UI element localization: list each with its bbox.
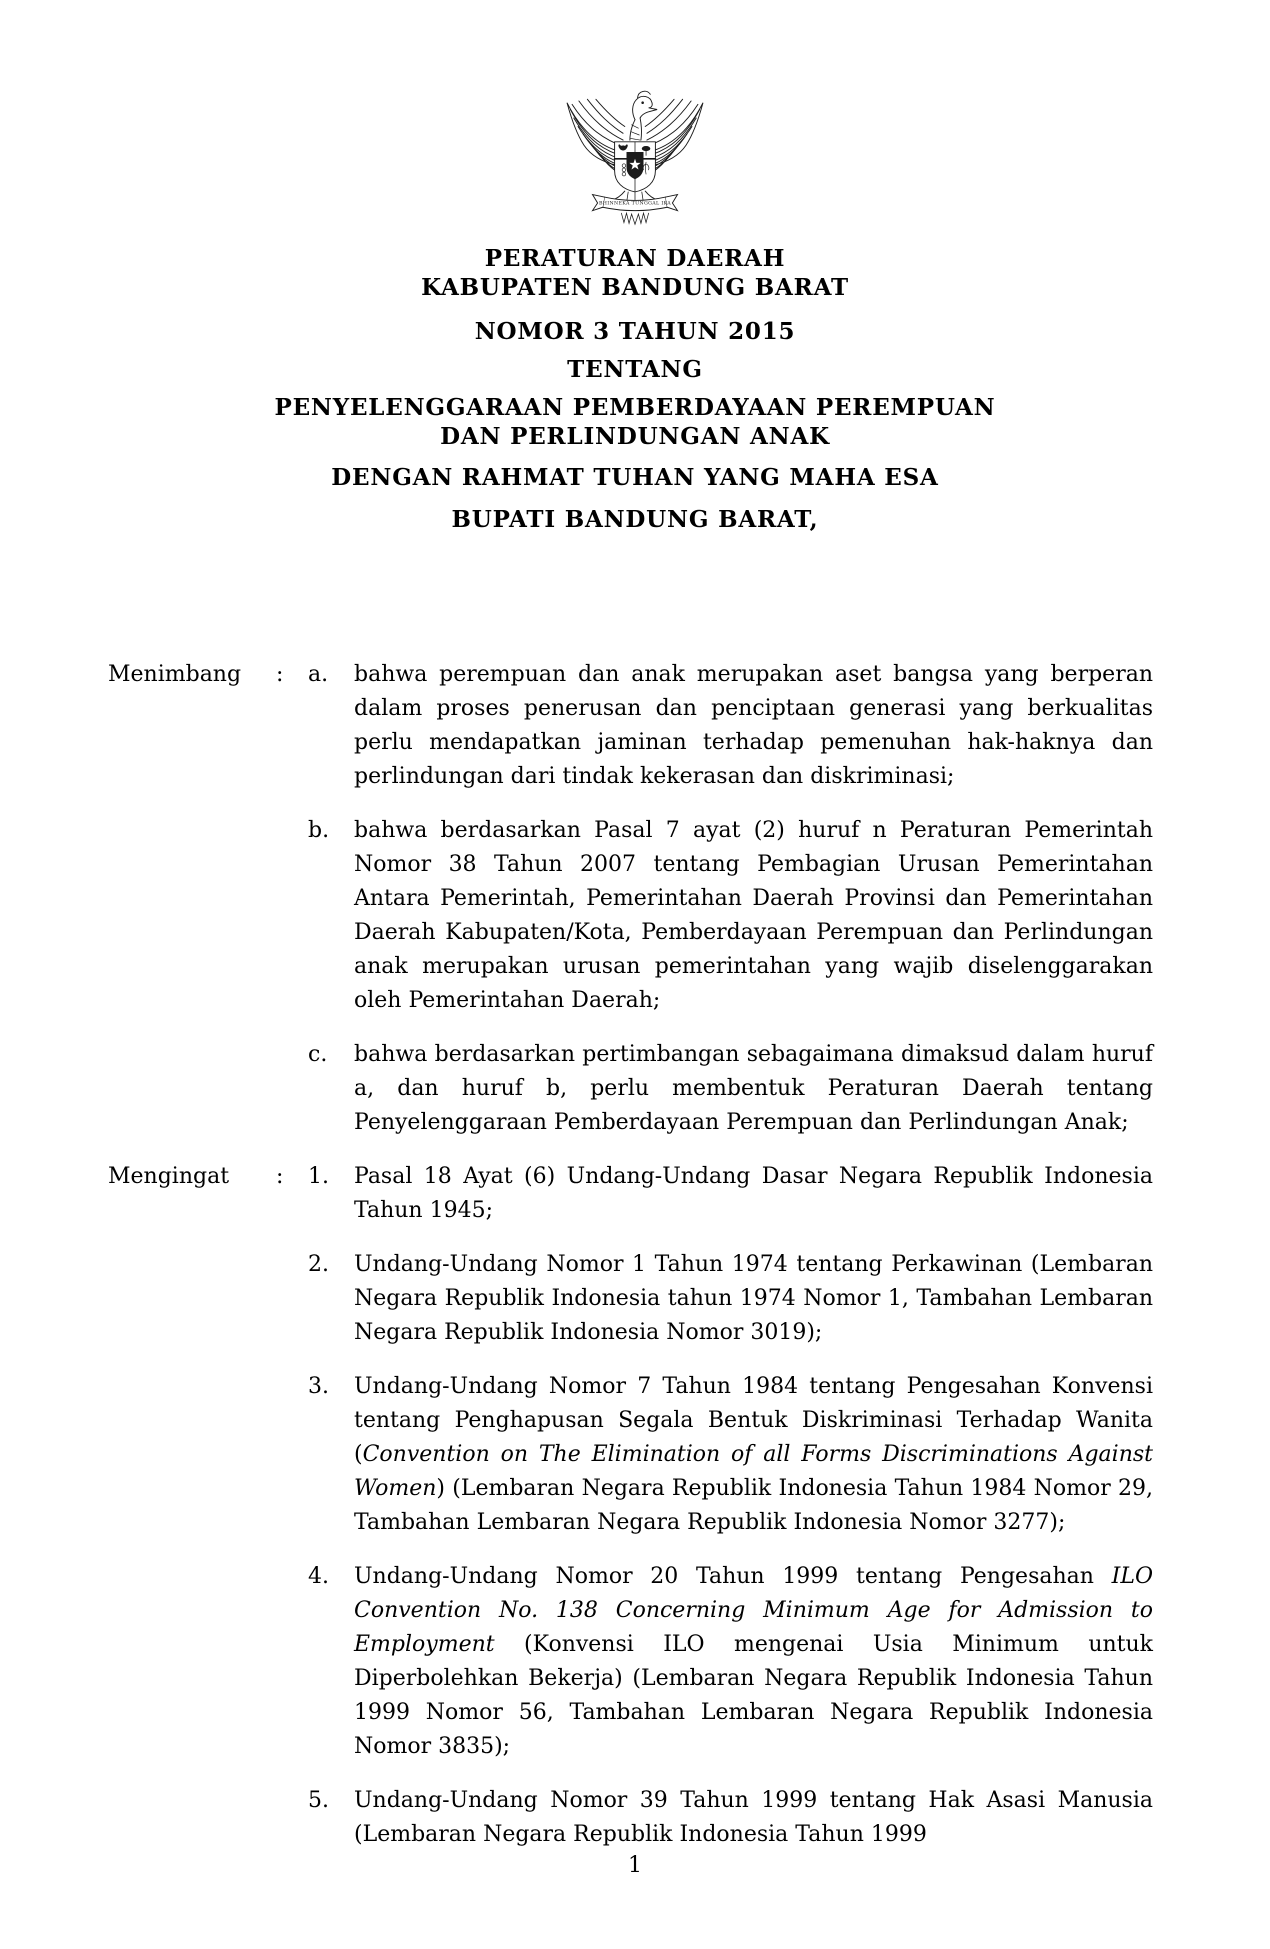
doc-region-line: KABUPATEN BANDUNG BARAT (421, 274, 849, 301)
clause-row (108, 814, 1153, 1018)
section-colon: : (276, 662, 284, 687)
clause-marker: 3. (308, 1374, 329, 1399)
clause-row (108, 1370, 1153, 1540)
clause-row (108, 1160, 1153, 1228)
clause-text (354, 1560, 1153, 1764)
clause-text (354, 658, 1153, 794)
section-label (108, 1784, 276, 1852)
section-colon (276, 1560, 308, 1764)
clause-text (354, 1038, 1153, 1140)
section-label (108, 1038, 276, 1140)
section-label: Menimbang (108, 662, 242, 687)
clause-text (354, 1160, 1153, 1228)
clause-marker: a. (308, 662, 329, 687)
clause-text-segment: Undang-Undang Nomor 20 Tahun 1999 tentang Pengesahan (354, 1564, 1112, 1589)
doc-subject-line1: PENYELENGGARAAN PEMBERDAYAAN PEREMPUAN (274, 394, 996, 421)
clause-text-segment: ) (Lembaran Negara Republik Indonesia Tahun 1984 Nomor 29, Tambahan Lembaran Negara Republik Indonesia Nomor 3277); (354, 1476, 1153, 1535)
doc-subject-line2: DAN PERLINDUNGAN ANAK (440, 423, 830, 450)
clause-text (354, 1784, 1153, 1852)
section-colon: : (276, 1164, 284, 1189)
clause-text-italic-segment: ILO Convention No. 138 Concerning Minimum Age for Admission to Employment (354, 1564, 1153, 1657)
section-colon (276, 1248, 308, 1350)
section-colon (276, 814, 308, 1018)
clause-row (108, 1248, 1153, 1350)
section-label (108, 1370, 276, 1540)
doc-number-line: NOMOR 3 TAHUN 2015 (474, 318, 796, 345)
clause-marker: b. (308, 818, 330, 843)
clause-text-segment: Undang-Undang Nomor 39 Tahun 1999 tentang Hak Asasi Manusia (Lembaran Negara Republik Indonesia Tahun 1999 (354, 1788, 1153, 1847)
clause-text-segment: (Konvensi ILO mengenai Usia Minimum untuk Diperbolehkan Bekerja) (Lembaran Negara Republik Indonesia Tahun 1999 Nomor 56, Tambahan Lembaran Negara Republik Indonesia Nomor 3835); (354, 1632, 1153, 1759)
section-colon (276, 1038, 308, 1140)
clause-marker: 4. (308, 1564, 329, 1589)
clause-text-segment: Undang-Undang Nomor 7 Tahun 1984 tentang Pengesahan Konvensi tentang Penghapusan Segala Bentuk Diskriminasi Terhadap Wanita ( (354, 1374, 1153, 1467)
clause-text-segment: bahwa berdasarkan pertimbangan sebagaimana dimaksud dalam huruf a, dan huruf b, perlu membentuk Peraturan Daerah tentang Penyelenggaraan Pemberdayaan Perempuan dan Perlindungan Anak; (354, 1042, 1153, 1135)
page-number: 1 (628, 1853, 642, 1878)
section-label (108, 814, 276, 1018)
clause-text (354, 1370, 1153, 1540)
doc-about-label: TENTANG (567, 356, 703, 383)
garuda-pancasila-emblem (550, 84, 720, 237)
clause-marker: 2. (308, 1252, 329, 1277)
section-colon (276, 1370, 308, 1540)
clause-row (108, 658, 1153, 794)
clause-row (108, 1784, 1153, 1852)
clause-text-italic-segment: Convention on The Elimination of all Forms Discriminations Against Women (354, 1442, 1153, 1501)
clause-text (354, 1248, 1153, 1350)
section-label (108, 1248, 276, 1350)
clause-text-segment: bahwa berdasarkan Pasal 7 ayat (2) huruf n Peraturan Pemerintah Nomor 38 Tahun 2007 tentang Pembagian Urusan Pemerintahan Antara Pemerintah, Pemerintahan Daerah Provinsi dan Pemerintahan Daerah Kabupaten/Kota, Pemberdayaan Perempuan dan Perlindungan anak merupakan urusan pemerintahan yang wajib diselenggarakan oleh Pemerintahan Daerah; (354, 818, 1153, 1013)
section-label: Mengingat (108, 1164, 230, 1189)
section-label (108, 1560, 276, 1764)
clause-row (108, 1560, 1153, 1764)
doc-invocation-line: DENGAN RAHMAT TUHAN YANG MAHA ESA (331, 464, 939, 491)
clause-marker: 5. (308, 1788, 329, 1813)
doc-authority-line: BUPATI BANDUNG BARAT, (451, 506, 819, 533)
section-colon (276, 1784, 308, 1852)
clause-text-segment: Pasal 18 Ayat (6) Undang-Undang Dasar Negara Republik Indonesia Tahun 1945; (354, 1164, 1153, 1223)
clause-text (354, 814, 1153, 1018)
clause-row (108, 1038, 1153, 1140)
emblem-motto: BHINNEKA TUNGGAL IKA (598, 201, 672, 207)
clause-marker: 1. (308, 1164, 329, 1189)
clause-text-segment: Undang-Undang Nomor 1 Tahun 1974 tentang Perkawinan (Lembaran Negara Republik Indonesia tahun 1974 Nomor 1, Tambahan Lembaran Negara Republik Indonesia Nomor 3019); (354, 1252, 1153, 1345)
clause-text-segment: bahwa perempuan dan anak merupakan aset bangsa yang berperan dalam proses penerusan dan penciptaan generasi yang berkualitas perlu mendapatkan jaminan terhadap pemenuhan hak-haknya dan perlindungan dari tindak kekerasan dan diskriminasi; (354, 662, 1153, 789)
doc-type-line: PERATURAN DAERAH (484, 245, 786, 272)
preamble-sections (108, 658, 1153, 1872)
title-block (0, 244, 1270, 534)
clause-marker: c. (308, 1042, 328, 1067)
